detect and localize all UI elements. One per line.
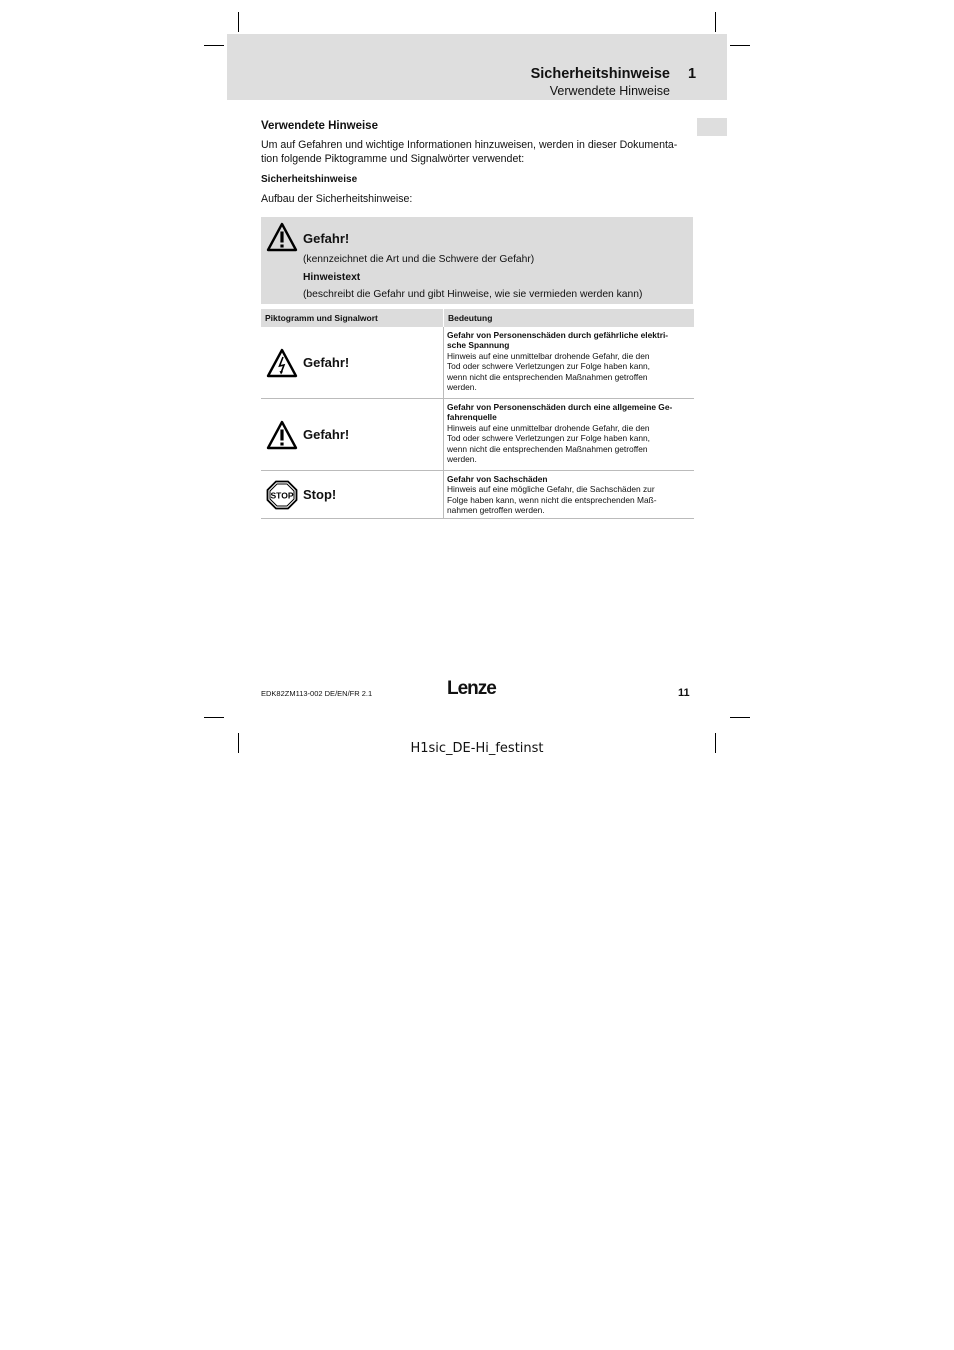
warning-line: Hinweistext: [303, 272, 361, 283]
section-heading: Verwendete Hinweise: [261, 120, 378, 132]
meaning-title: fahrenquelle: [447, 412, 497, 423]
meaning-title: Gefahr von Sachschäden: [447, 474, 548, 484]
pictogram-table: [261, 309, 694, 519]
file-slug: H1sic_DE-Hi_festinst: [410, 741, 544, 756]
crop-mark: [238, 12, 239, 32]
page-number: 11: [678, 687, 690, 699]
meaning-line: Hinweis auf eine unmittelbar drohende Gefahr, die den: [447, 350, 650, 361]
warning-line: (beschreibt die Gefahr und gibt Hinweise, wie sie vermieden werden kann): [303, 289, 643, 300]
meaning-text: [444, 471, 694, 518]
meaning-title: Gefahr von Personenschäden durch gefährliche elektri-: [447, 330, 669, 340]
meaning-line: wenn nicht die entsprechenden Maßnahmen getroffen: [447, 443, 648, 454]
meaning-text: [444, 327, 694, 394]
intro-paragraph: [261, 139, 697, 166]
chapter-tab-marker: [697, 118, 727, 136]
meaning-line: wenn nicht die entsprechenden Maßnahmen getroffen: [447, 371, 648, 382]
crop-mark: [730, 717, 750, 718]
table-row: [261, 471, 694, 519]
warning-line: (kennzeichnet die Art und die Schwere der Gefahr): [303, 254, 535, 265]
meaning-text: [444, 399, 694, 466]
meaning-line: nahmen getroffen werden.: [447, 505, 545, 516]
signal-word: Gefahr!: [303, 355, 350, 370]
meaning-title: sche Spannung: [447, 340, 510, 351]
crop-mark: [204, 717, 224, 718]
stop-icon-text: STOP: [270, 490, 294, 500]
chapter-number: 1: [688, 66, 697, 82]
crop-mark: [730, 45, 750, 46]
safety-notice-example: [261, 217, 693, 304]
meaning-line: Hinweis auf eine unmittelbar drohende Gefahr, die den: [447, 422, 650, 433]
table-header: Bedeutung: [444, 309, 695, 327]
chapter-subtitle: Verwendete Hinweise: [549, 84, 670, 98]
warning-triangle-icon: [266, 222, 298, 252]
meaning-line: Tod oder schwere Verletzungen zur Folge haben kann,: [447, 433, 650, 444]
sub-heading: Sicherheitshinweise: [261, 174, 358, 185]
chapter-title: Sicherheitshinweise: [530, 66, 670, 82]
structure-label: Aufbau der Sicherheitshinweise:: [261, 193, 413, 205]
crop-mark: [204, 45, 224, 46]
lenze-logo: Lenze: [447, 678, 496, 699]
document-id: EDK82ZM113-002 DE/EN/FR 2.1: [261, 689, 373, 698]
table-header: Piktogramm und Signalwort: [261, 309, 444, 327]
meaning-line: Tod oder schwere Verletzungen zur Folge haben kann,: [447, 361, 650, 372]
meaning-line: Folge haben kann, wenn nicht die entsprechenden Maß-: [447, 494, 657, 505]
general-hazard-icon: [266, 420, 298, 450]
crop-mark: [715, 12, 716, 32]
electrical-hazard-icon: [266, 348, 298, 378]
intro-line: Um auf Gefahren und wichtige Informationen hinzuweisen, werden in dieser Dokumenta-: [261, 139, 678, 151]
meaning-line: werden.: [447, 454, 477, 465]
signal-word: Stop!: [303, 487, 337, 502]
table-row: [261, 327, 694, 399]
table-header-row: [261, 309, 694, 327]
meaning-title: Gefahr von Personenschäden durch eine allgemeine Ge-: [447, 402, 673, 412]
meaning-line: werden.: [447, 382, 477, 393]
intro-line: tion folgende Piktogramme und Signalwörter verwendet:: [261, 152, 525, 165]
meaning-line: Hinweis auf eine mögliche Gefahr, die Sachschäden zur: [447, 484, 655, 495]
stop-icon: [266, 480, 298, 510]
table-row: [261, 399, 694, 471]
warning-signal-word: Gefahr!: [303, 231, 350, 246]
signal-word: Gefahr!: [303, 427, 350, 442]
